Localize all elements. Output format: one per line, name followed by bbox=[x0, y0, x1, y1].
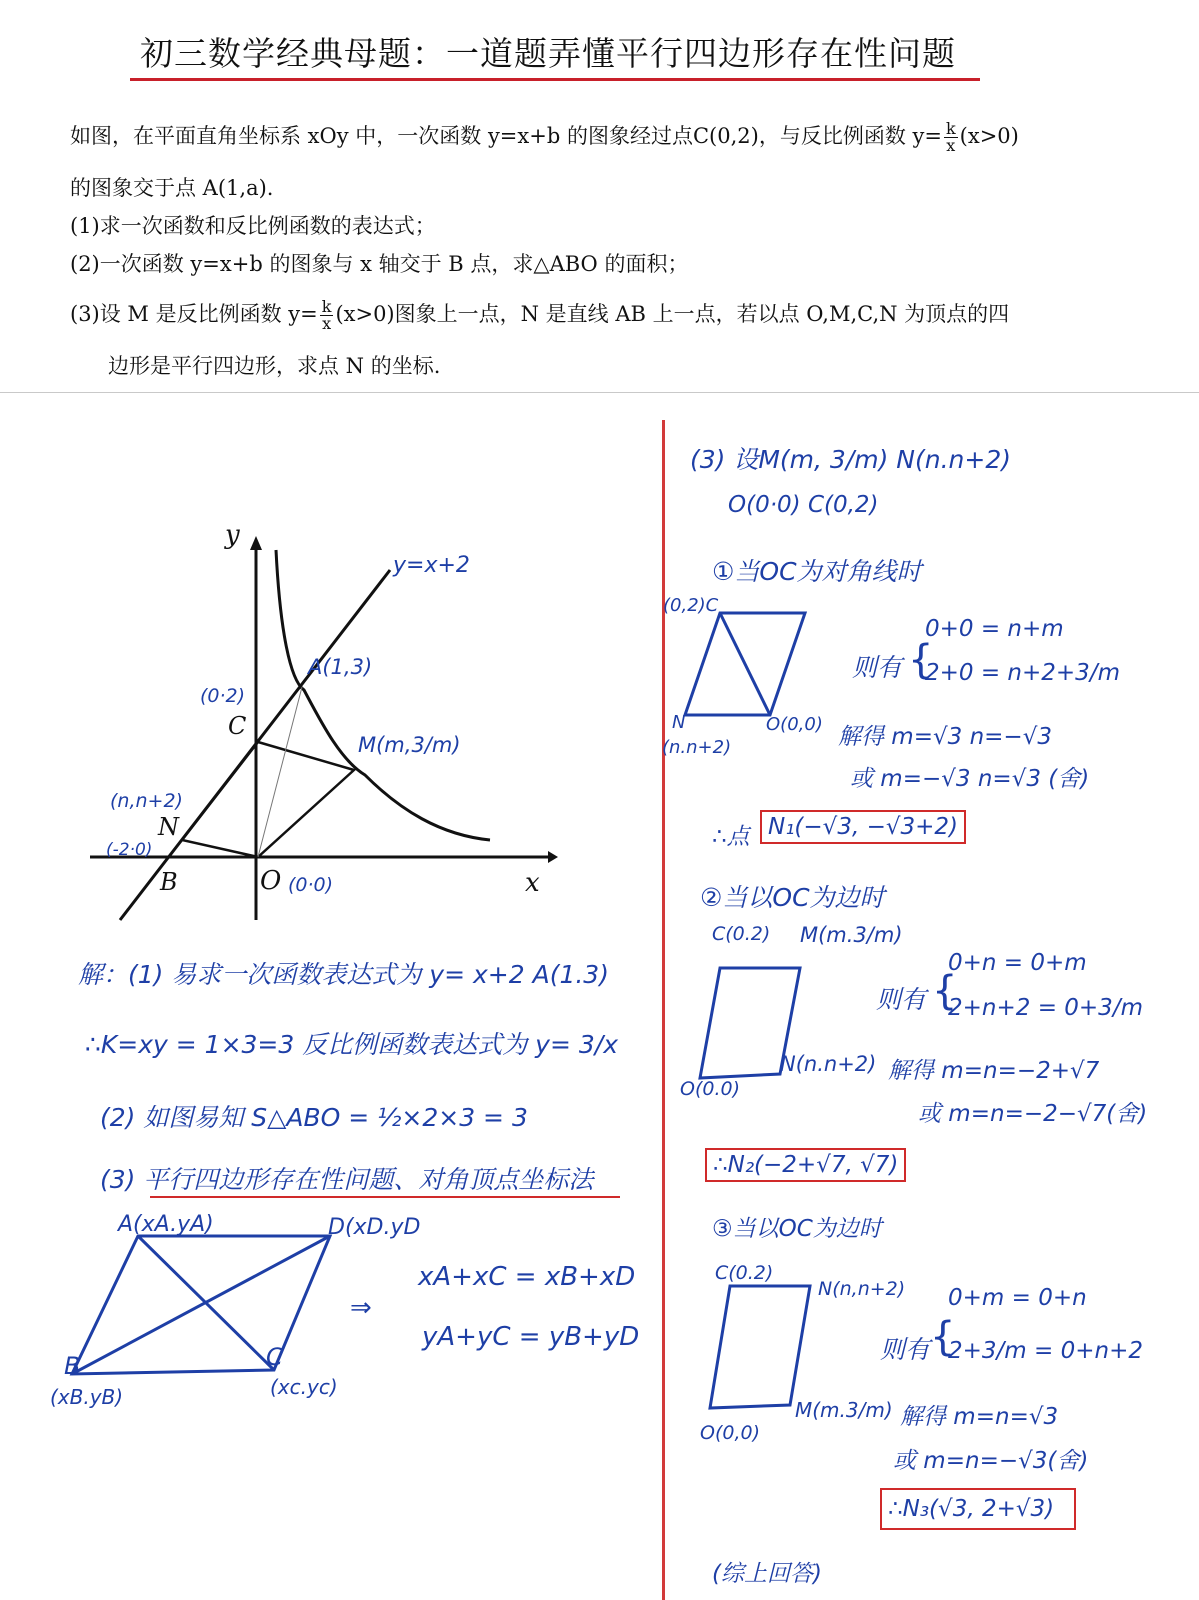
line-equation-label: y=x+2 bbox=[393, 553, 470, 578]
question-1: (1)求一次函数和反比例函数的表达式； bbox=[70, 214, 436, 238]
point-c-coord: (0·2) bbox=[200, 685, 246, 707]
point-o-coord: (0·0) bbox=[288, 874, 334, 896]
heading-underline bbox=[150, 1196, 620, 1198]
page-title: 初三数学经典母题：一道题弄懂平行四边形存在性问题 bbox=[140, 34, 956, 73]
case3-m-label: M(m.3/m) bbox=[795, 1398, 893, 1422]
case2-o-label: O(0.0) bbox=[680, 1078, 740, 1100]
intro-text: 如图，在平面直角坐标系 xOy 中，一次函数 y=x+b 的图象经过点C(0,2)，与反比例函数 y= bbox=[70, 124, 942, 148]
fraction-k-over-x bbox=[944, 121, 958, 154]
point-n-label: N bbox=[158, 813, 179, 841]
question-3-line1 bbox=[70, 298, 1009, 332]
case3-eq1: 0+m = 0+n bbox=[948, 1285, 1087, 1311]
frac-den: x bbox=[946, 136, 956, 155]
case2-result: ∴N₂(−2+√7, √7) bbox=[705, 1148, 906, 1182]
point-a-label: A(1,3) bbox=[308, 655, 373, 679]
x-sum-equation: xA+xC = xB+xD bbox=[418, 1262, 636, 1292]
case1-solve: 解得 m=√3 n=−√3 bbox=[838, 724, 1052, 750]
case1-eq1: 0+0 = n+m bbox=[925, 616, 1064, 642]
x-axis-label: x bbox=[525, 868, 540, 898]
case3-o-label: O(0,0) bbox=[700, 1422, 760, 1444]
frac-num: k bbox=[321, 297, 332, 316]
solution-part2: (2) 如图易知 S△ABO = ½×2×3 = 3 bbox=[100, 1103, 528, 1132]
point-b-label: B bbox=[160, 868, 178, 896]
case3-alternative: 或 m=n=−√3(舍) bbox=[893, 1448, 1089, 1474]
vertex-b-coord: (xB.yB) bbox=[50, 1385, 124, 1409]
point-b-coord: (-2·0) bbox=[106, 840, 153, 860]
case3-result: ∴N₃(√3, 2+√3) bbox=[880, 1488, 1076, 1530]
vertex-b-label: B bbox=[64, 1352, 81, 1380]
solution-part1: 解：(1) 易求一次函数表达式为 y= x+2 A(1.3) bbox=[78, 960, 609, 989]
problem-intro-line1 bbox=[70, 120, 1019, 154]
setup-mn: (3) 设M(m, 3/m) N(n.n+2) bbox=[690, 445, 1012, 474]
case3-solve: 解得 m=n=√3 bbox=[900, 1404, 1059, 1430]
y-axis-label: y bbox=[225, 520, 240, 550]
y-sum-equation: yA+yC = yB+yD bbox=[422, 1322, 640, 1352]
case2-m-label: M(m.3/m) bbox=[800, 923, 903, 947]
case3-c-label: C(0.2) bbox=[715, 1262, 774, 1284]
q3-text: (3)设 M 是反比例函数 y= bbox=[70, 302, 318, 326]
solution-k-value: ∴K=xy = 1×3=3 反比例函数表达式为 y= 3/x bbox=[85, 1030, 618, 1059]
case3-prefix: 则有 bbox=[880, 1335, 931, 1364]
frac-den: x bbox=[322, 314, 332, 333]
case2-alternative: 或 m=n=−2−√7(舍) bbox=[918, 1101, 1148, 1127]
point-m-label: M(m,3/m) bbox=[358, 733, 461, 757]
point-n-coord: (n,n+2) bbox=[110, 790, 183, 812]
case3-eq2: 2+3/m = 0+n+2 bbox=[948, 1338, 1143, 1364]
point-o-label: O bbox=[260, 866, 282, 896]
case2-heading: ②当以OC为边时 bbox=[700, 883, 885, 912]
frac-num: k bbox=[945, 119, 956, 138]
vertex-a-label: A(xA.yA) bbox=[118, 1212, 214, 1237]
coordinate-figure bbox=[90, 510, 560, 930]
case1-result-prefix: ∴点 bbox=[712, 824, 750, 850]
case1-prefix: 则有 bbox=[852, 653, 903, 682]
case3-heading: ③当以OC为边时 bbox=[712, 1216, 882, 1242]
setup-oc: O(0·0) C(0,2) bbox=[728, 492, 879, 518]
case1-n-coord: (n.n+2) bbox=[662, 737, 732, 758]
conclusion-note: (综上回答) bbox=[712, 1561, 822, 1587]
case1-c-label: (0,2)C bbox=[663, 595, 719, 616]
vertex-c-label: C bbox=[266, 1343, 283, 1371]
parallelogram-diagram bbox=[60, 1220, 360, 1390]
case1-alternative: 或 m=−√3 n=√3 (舍) bbox=[850, 766, 1090, 792]
implies-arrow: ⇒ bbox=[350, 1293, 372, 1323]
point-c-label: C bbox=[228, 712, 247, 740]
case2-n-label: N(n.n+2) bbox=[780, 1052, 877, 1076]
case1-n-label: N bbox=[672, 712, 686, 733]
case2-prefix: 则有 bbox=[876, 985, 927, 1014]
question-3-line2: 边形是平行四边形，求点 N 的坐标. bbox=[108, 354, 441, 378]
solution-part3-heading: (3) 平行四边形存在性问题、对角顶点坐标法 bbox=[100, 1165, 594, 1194]
case1-result: N₁(−√3, −√3+2) bbox=[760, 810, 966, 844]
q3-text-rest: (x>0)图象上一点，N 是直线 AB 上一点，若以点 O,M,C,N 为顶点的四 bbox=[335, 302, 1010, 326]
case1-heading: ①当OC为对角线时 bbox=[712, 557, 922, 586]
brace-icon: { bbox=[930, 1314, 956, 1360]
case2-eq1: 0+n = 0+m bbox=[948, 950, 1087, 976]
case2-c-label: C(0.2) bbox=[712, 923, 771, 945]
vertex-d-label: D(xD.yD bbox=[328, 1215, 421, 1240]
brace-icon: { bbox=[932, 968, 958, 1014]
case2-solve: 解得 m=n=−2+√7 bbox=[888, 1058, 1100, 1084]
intro-domain: (x>0) bbox=[959, 124, 1019, 148]
brace-icon: { bbox=[908, 637, 934, 683]
case1-eq2: 2+0 = n+2+3/m bbox=[925, 660, 1120, 686]
vertex-c-coord: (xc.yc) bbox=[270, 1375, 338, 1399]
case2-eq2: 2+n+2 = 0+3/m bbox=[948, 995, 1143, 1021]
case3-n-label: N(n,n+2) bbox=[818, 1278, 906, 1300]
section-divider bbox=[0, 392, 1199, 393]
problem-intro-line2: 的图象交于点 A(1,a). bbox=[70, 176, 274, 200]
case1-o-label: O(0,0) bbox=[766, 714, 823, 735]
question-2: (2)一次函数 y=x+b 的图象与 x 轴交于 B 点，求△ABO 的面积； bbox=[70, 252, 689, 276]
title-underline bbox=[130, 78, 980, 81]
fraction-k-over-x bbox=[320, 299, 334, 332]
